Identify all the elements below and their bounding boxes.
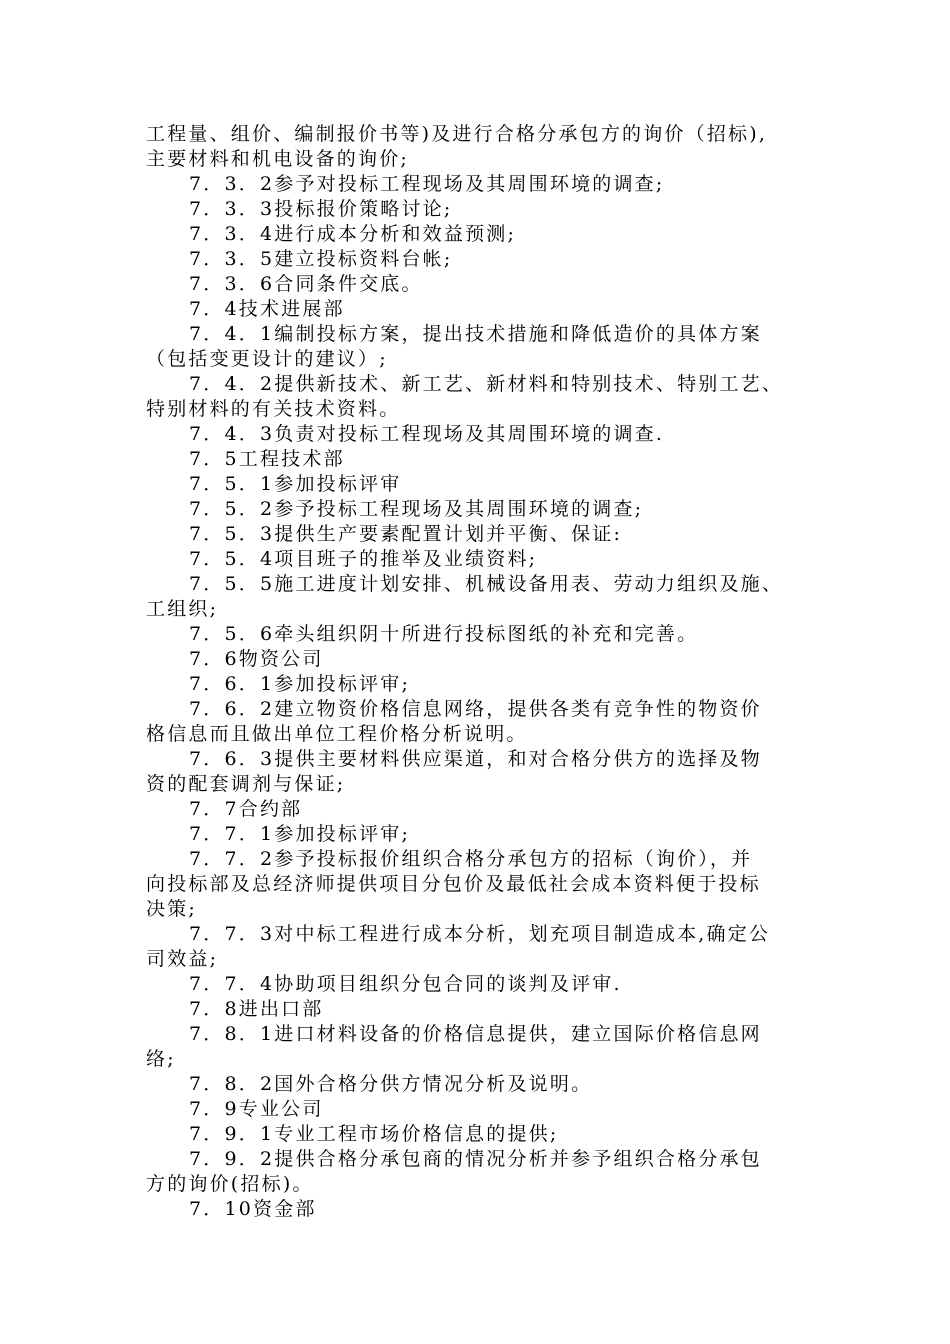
text-line: 7．4技术进展部 (189, 298, 345, 320)
text-line: 资的配套调剂与保证; (146, 773, 346, 795)
text-line: 工组织; (146, 598, 219, 620)
text-line: 7．10资金部 (189, 1198, 317, 1220)
text-line: 工程量、组价、编制报价书等)及进行合格分承包方的询价（招标), (146, 123, 768, 145)
text-line: 7．9．1专业工程市场价格信息的提供; (189, 1123, 559, 1145)
text-line: 络; (146, 1048, 176, 1070)
text-line: 7．3．3投标报价策略讨论; (189, 198, 453, 220)
text-line: 方的询价(招标)。 (146, 1173, 314, 1195)
text-line: 7．5工程技术部 (189, 448, 345, 470)
text-line: （包括变更设计的建议）; (146, 348, 388, 370)
text-line: 7．7．3对中标工程进行成本分析，划充项目制造成本,确定公 (189, 923, 771, 945)
text-line: 7．6物资公司 (189, 648, 324, 670)
text-line: 7．7合约部 (189, 798, 303, 820)
text-line: 7．5．2参予投标工程现场及其周围环境的调查; (189, 498, 644, 520)
text-line: 7．5．3提供生产要素配置计划并平衡、保证: (189, 523, 623, 545)
text-line: 7．6．1参加投标评审; (189, 673, 411, 695)
text-line: 7．5．6牵头组织阴十所进行投标图纸的补充和完善。 (189, 623, 699, 645)
text-line: 7．8进出口部 (189, 998, 324, 1020)
text-line: 7．4．2提供新技术、新工艺、新材料和特别技术、特别工艺、 (189, 373, 784, 395)
document-body (146, 122, 836, 1222)
text-line: 7．4．3负责对投标工程现场及其周围环境的调查. (189, 423, 665, 445)
text-line: 7．3．5建立投标资料台帐; (189, 248, 453, 270)
text-line: 7．6．3提供主要材料供应渠道，和对合格分供方的选择及物 (189, 748, 762, 770)
text-line: 7．9．2提供合格分承包商的情况分析并参予组织合格分承包 (189, 1148, 762, 1170)
text-line: 7．5．1参加投标评审 (189, 473, 402, 495)
text-line: 7．7．2参予投标报价组织合格分承包方的招标（询价），并 (189, 848, 753, 870)
text-line: 7．8．2国外合格分供方情况分析及说明。 (189, 1073, 593, 1095)
text-line: 7．4．1编制投标方案，提出技术措施和降低造价的具体方案 (189, 323, 762, 345)
text-line: 决策; (146, 898, 198, 920)
text-line: 7．3．4进行成本分析和效益预测; (189, 223, 517, 245)
text-line: 7．7．4协助项目组织分包合同的谈判及评审. (189, 973, 622, 995)
text-line: 7．7．1参加投标评审; (189, 823, 411, 845)
text-line: 特别材料的有关技术资料。 (146, 398, 401, 420)
text-line: 格信息而且做出单位工程价格分析说明。 (146, 723, 528, 745)
text-line: 7．5．5施工进度计划安排、机械设备用表、劳动力组织及施、 (189, 573, 784, 595)
text-line: 7．6．2建立物资价格信息网络，提供各类有竞争性的物资价 (189, 698, 762, 720)
text-line: 司效益; (146, 948, 219, 970)
text-line: 7．8．1进口材料设备的价格信息提供，建立国际价格信息网 (189, 1023, 762, 1045)
text-line: 7．5．4项目班子的推举及业绩资料; (189, 548, 538, 570)
text-line: 7．3．2参予对投标工程现场及其周围环境的调查; (189, 173, 665, 195)
text-line: 7．9专业公司 (189, 1098, 324, 1120)
text-line: 主要材料和机电设备的询价; (146, 148, 410, 170)
text-line: 向投标部及总经济师提供项目分包价及最低社会成本资料便于投标 (146, 873, 761, 895)
text-line: 7．3．6合同条件交底。 (189, 273, 423, 295)
